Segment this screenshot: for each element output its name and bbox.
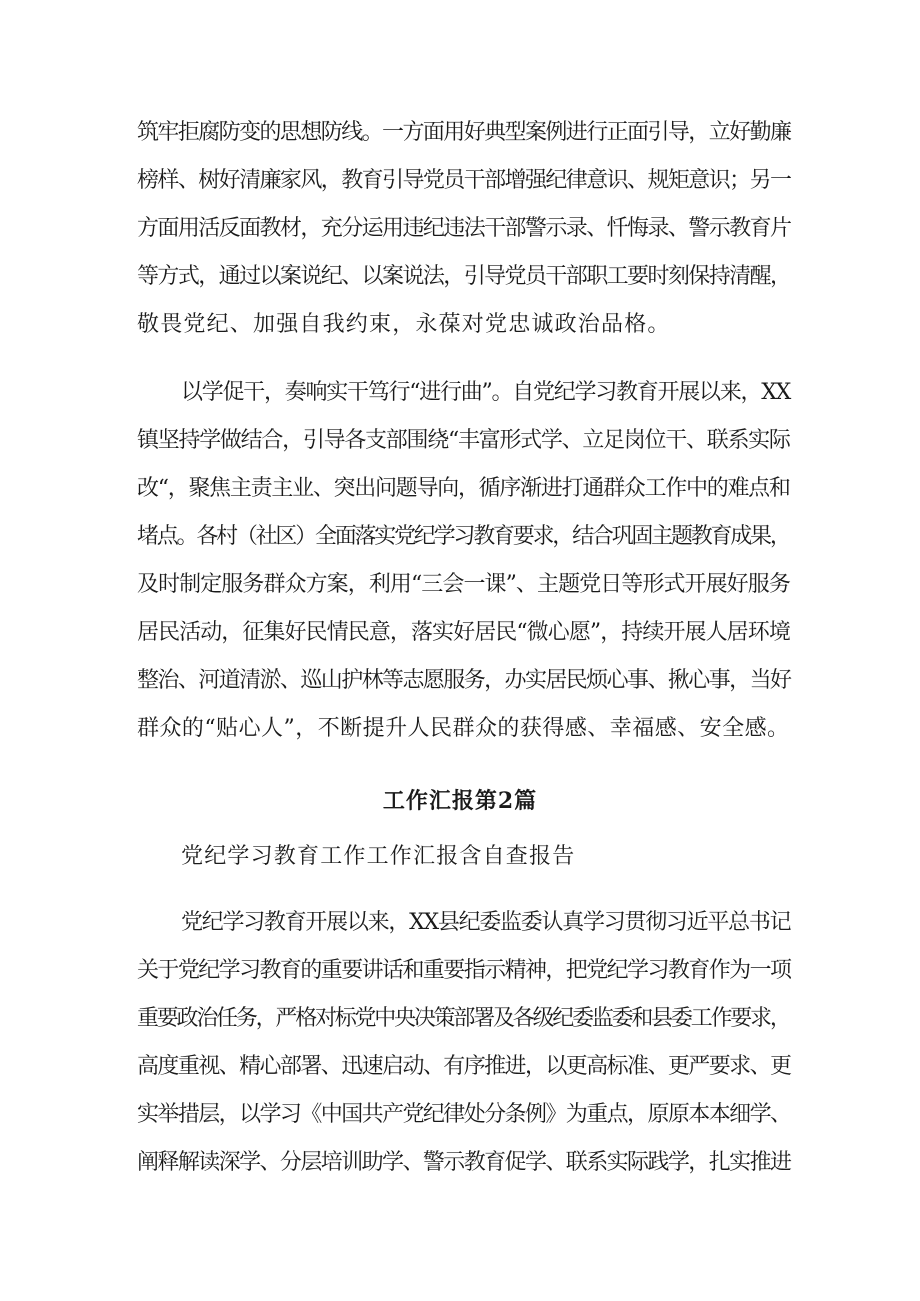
paragraph-line: 筑牢拒腐防变的思想防线。一方面用好典型案例进行正面引导，立好勤廉	[137, 120, 791, 145]
paragraph-line: 方面用活反面教材，充分运用违纪违法干部警示录、忏悔录、警示教育片	[137, 216, 791, 241]
paragraph-line: 居民活动，征集好民情民意，落实好居民“微心愿”，持续开展人居环境	[137, 620, 790, 645]
paragraph-line: 阐释解读深学、分层培训助学、警示教育促学、联系实际践学，扎实推进	[137, 1150, 791, 1175]
paragraph-line: 实举措层，以学习《中国共产党纪律处分条例》为重点，原原本本细学、	[137, 1102, 791, 1127]
paragraph-line: 群众的“贴心人”，不断提升人民群众的获得感、幸福感、安全感。	[137, 716, 790, 741]
paragraph-line: 重要政治任务，严格对标党中央决策部署及各级纪委监委和县委工作要求，	[137, 1006, 790, 1031]
document-subtitle: 党纪学习教育工作工作汇报含自查报告	[181, 844, 576, 869]
paragraph-line: 及时制定服务群众方案，利用“三会一课”、主题党日等形式开展好服务	[137, 572, 790, 597]
paragraph-line: 整治、河道清淤、巡山护林等志愿服务，办实居民烦心事、揪心事，当好	[137, 668, 791, 693]
paragraph-line: 以学促干，奏响实干笃行“进行曲”。自党纪学习教育开展以来，XX	[181, 380, 791, 405]
paragraph-line: 高度重视、精心部署、迅速启动、有序推进，以更高标准、更严要求、更	[137, 1054, 791, 1079]
paragraph-line: 堵点。各村（社区）全面落实党纪学习教育要求，结合巩固主题教育成果，	[137, 524, 790, 549]
paragraph-line: 镇坚持学做结合，引导各支部围绕“丰富形式学、立足岗位干、联系实际	[137, 428, 790, 453]
paragraph-line: 敬畏党纪、加强自我约束，永葆对党忠诚政治品格。	[137, 312, 671, 337]
paragraph-line: 关于党纪学习教育的重要讲话和重要指示精神，把党纪学习教育作为一项	[137, 958, 791, 983]
paragraph-line: 党纪学习教育开展以来，XX县纪委监委认真学习贯彻习近平总书记	[181, 910, 791, 935]
paragraph-line: 改“，聚焦主责主业、突出问题导向，循序渐进打通群众工作中的难点和	[137, 476, 790, 501]
paragraph-line: 榜样、树好清廉家风，教育引导党员干部增强纪律意识、规矩意识；另一	[137, 168, 791, 193]
paragraph-line: 等方式，通过以案说纪、以案说法，引导党员干部职工要时刻保持清醒，	[137, 264, 791, 289]
section-heading: 工作汇报第2篇	[382, 788, 538, 814]
